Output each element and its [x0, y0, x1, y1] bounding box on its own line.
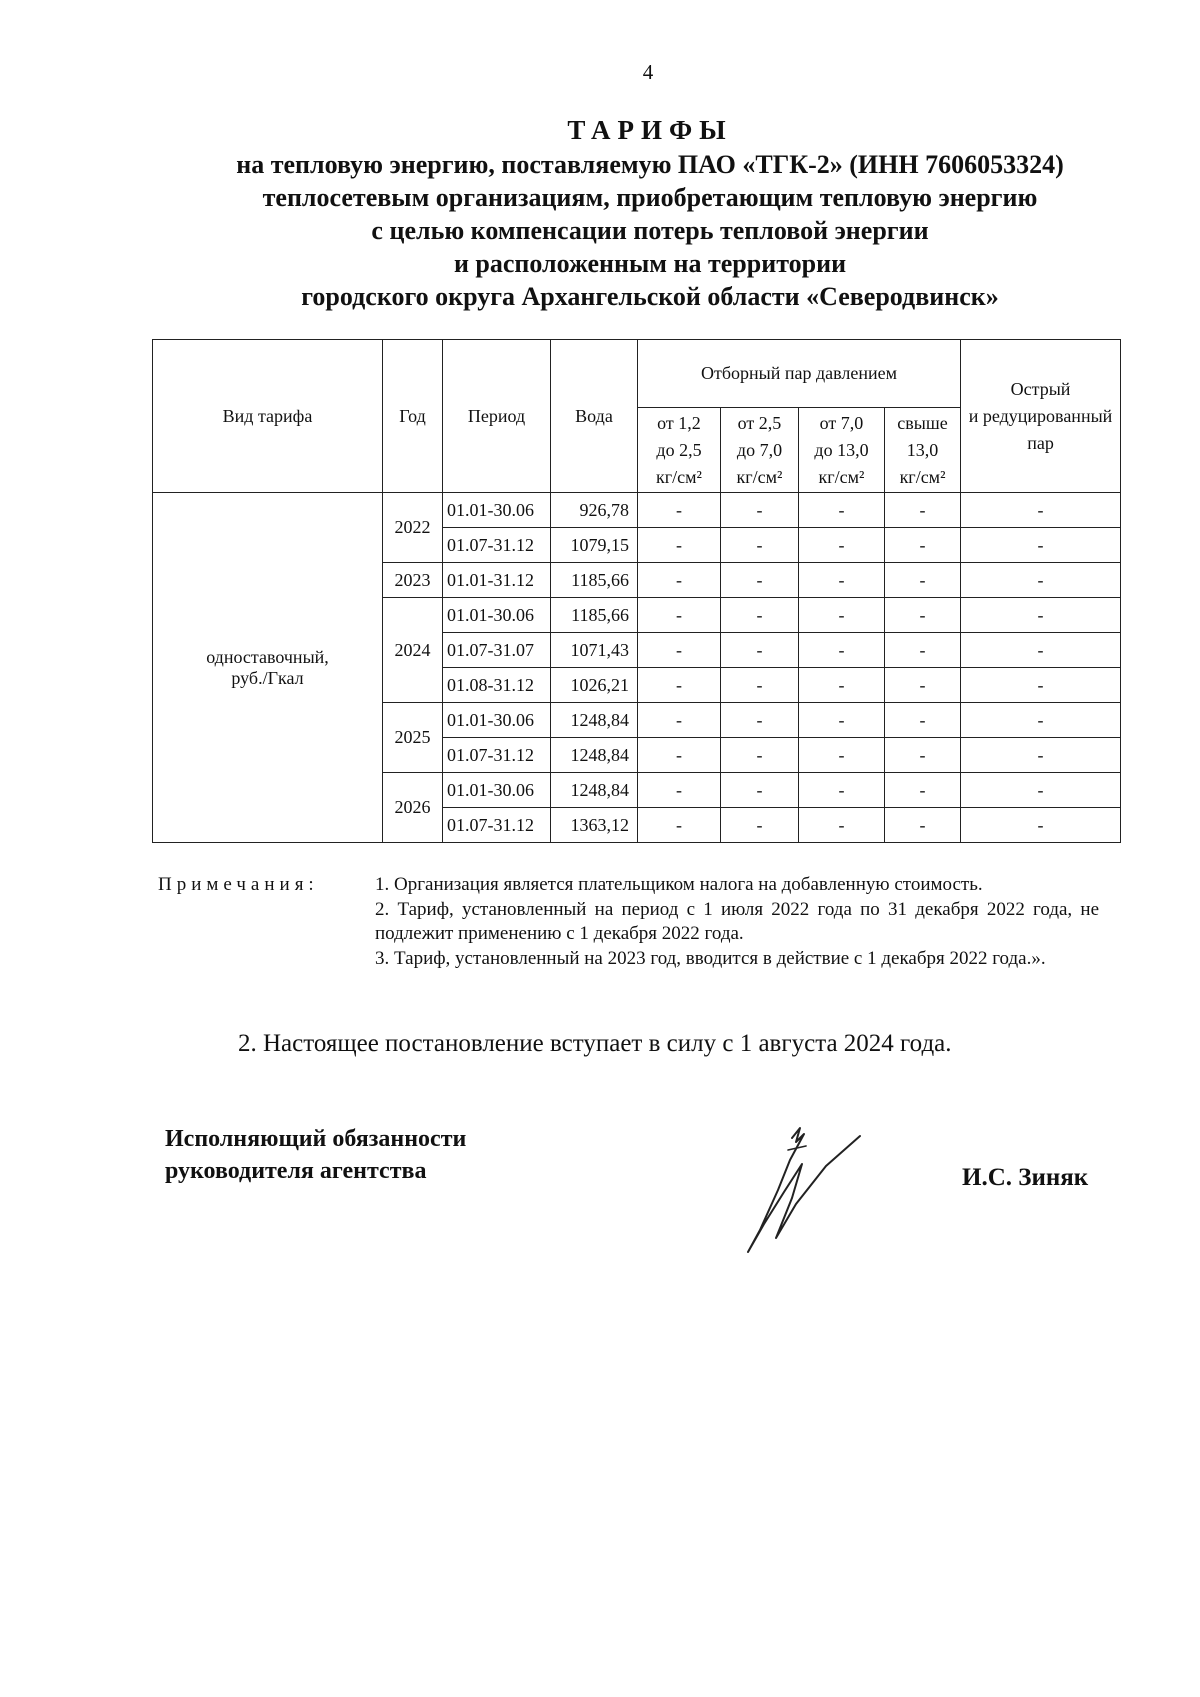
- notes-list: [375, 873, 1099, 972]
- steam-cell: -: [885, 598, 961, 633]
- steam-cell: -: [721, 738, 799, 773]
- steam-cell: -: [799, 633, 885, 668]
- sharp-steam-cell: -: [961, 773, 1121, 808]
- steam-cell: -: [799, 808, 885, 843]
- header-steam-line: 13,0: [906, 439, 939, 460]
- steam-cell: -: [721, 808, 799, 843]
- steam-cell: -: [721, 668, 799, 703]
- header-steam-line: от 1,2: [657, 412, 701, 433]
- header-steam-line: от 2,5: [737, 412, 782, 433]
- header-steam-1: [638, 408, 721, 493]
- period-cell: 01.07-31.12: [443, 528, 551, 563]
- period-cell: 01.07-31.12: [443, 738, 551, 773]
- tariff-type-line: одноставочный,: [206, 646, 329, 667]
- signature-image: [730, 1120, 890, 1260]
- steam-cell: -: [885, 528, 961, 563]
- sharp-steam-cell: -: [961, 633, 1121, 668]
- note-item: 2. Тариф, установленный на период с 1 июля 2022 года по 31 декабря 2022 года, не подлежит применению с 1 декабря 2022 года.: [375, 899, 1099, 944]
- steam-cell: -: [638, 563, 721, 598]
- title-line-5: городского округа Архангельской области «Северодвинск»: [301, 282, 999, 311]
- tariff-table: [152, 339, 1121, 843]
- steam-cell: -: [799, 493, 885, 528]
- steam-cell: -: [885, 633, 961, 668]
- steam-cell: -: [885, 493, 961, 528]
- tariff-type-cell: [153, 493, 383, 843]
- period-cell: 01.01-30.06: [443, 773, 551, 808]
- header-tariff-type: Вид тарифа: [153, 340, 383, 493]
- sharp-steam-cell: -: [961, 703, 1121, 738]
- water-cell: 1185,66: [551, 563, 638, 598]
- header-steam-line: кг/см²: [899, 466, 946, 487]
- page-number: 4: [642, 60, 654, 84]
- water-cell: 1363,12: [551, 808, 638, 843]
- steam-cell: -: [799, 563, 885, 598]
- period-cell: 01.07-31.12: [443, 808, 551, 843]
- water-cell: 1026,21: [551, 668, 638, 703]
- year-cell: 2025: [383, 703, 443, 773]
- steam-cell: -: [885, 668, 961, 703]
- header-steam-4: [885, 408, 961, 493]
- title-line-1: на тепловую энергию, поставляемую ПАО «ТГК-2» (ИНН 7606053324): [236, 150, 1064, 179]
- title-block: [150, 112, 1150, 313]
- steam-cell: -: [638, 493, 721, 528]
- header-steam-line: кг/см²: [818, 466, 865, 487]
- steam-cell: -: [799, 773, 885, 808]
- steam-cell: -: [638, 773, 721, 808]
- signer-title: [165, 1123, 466, 1187]
- header-period: Период: [443, 340, 551, 493]
- signer-name: И.С. Зиняк: [962, 1164, 1089, 1191]
- title-line-3: с целью компенсации потерь тепловой энергии: [371, 216, 929, 245]
- steam-cell: -: [885, 703, 961, 738]
- note-item: 3. Тариф, установленный на 2023 год, вводится в действие с 1 декабря 2022 года.».: [375, 948, 1046, 969]
- sharp-steam-cell: -: [961, 528, 1121, 563]
- water-cell: 926,78: [551, 493, 638, 528]
- period-cell: 01.01-30.06: [443, 703, 551, 738]
- header-steam-3: [799, 408, 885, 493]
- period-cell: 01.08-31.12: [443, 668, 551, 703]
- table-row: [153, 493, 1121, 528]
- signer-title-line: руководителя агентства: [165, 1158, 427, 1184]
- steam-cell: -: [638, 528, 721, 563]
- year-cell: 2024: [383, 598, 443, 703]
- header-sharp-line: и редуцированный: [968, 405, 1113, 426]
- header-steam-line: до 13,0: [814, 439, 869, 460]
- header-steam-line: от 7,0: [819, 412, 864, 433]
- decree-paragraph: 2. Настоящее постановление вступает в силу с 1 августа 2024 года.: [238, 1030, 952, 1057]
- steam-cell: -: [721, 598, 799, 633]
- water-cell: 1248,84: [551, 773, 638, 808]
- steam-cell: -: [885, 738, 961, 773]
- steam-cell: -: [799, 738, 885, 773]
- steam-cell: -: [885, 808, 961, 843]
- water-cell: 1248,84: [551, 738, 638, 773]
- steam-cell: -: [721, 493, 799, 528]
- sharp-steam-cell: -: [961, 563, 1121, 598]
- steam-cell: -: [638, 633, 721, 668]
- header-steam-2: [721, 408, 799, 493]
- header-steam-line: до 7,0: [736, 439, 783, 460]
- header-sharp-line: Острый: [1010, 378, 1071, 399]
- water-cell: 1185,66: [551, 598, 638, 633]
- tariff-type-line: руб./Гкал: [231, 667, 304, 688]
- year-cell: 2022: [383, 493, 443, 563]
- steam-cell: -: [799, 598, 885, 633]
- period-cell: 01.07-31.07: [443, 633, 551, 668]
- header-sharp-line: пар: [1027, 432, 1054, 453]
- steam-cell: -: [638, 738, 721, 773]
- sharp-steam-cell: -: [961, 598, 1121, 633]
- sharp-steam-cell: -: [961, 808, 1121, 843]
- header-water: Вода: [551, 340, 638, 493]
- steam-cell: -: [638, 668, 721, 703]
- header-steam-group: Отборный пар давлением: [638, 340, 961, 408]
- header-steam-line: до 2,5: [656, 439, 702, 460]
- title-line-2: теплосетевым организациям, приобретающим тепловую энергию: [262, 183, 1038, 212]
- water-cell: 1079,15: [551, 528, 638, 563]
- notes-label: Примечания:: [158, 874, 319, 895]
- period-cell: 01.01-30.06: [443, 493, 551, 528]
- header-sharp-steam: [961, 340, 1121, 493]
- steam-cell: -: [721, 773, 799, 808]
- header-year: Год: [383, 340, 443, 493]
- steam-cell: -: [721, 528, 799, 563]
- year-cell: 2026: [383, 773, 443, 843]
- header-steam-line: кг/см²: [736, 466, 783, 487]
- water-cell: 1248,84: [551, 703, 638, 738]
- sharp-steam-cell: -: [961, 668, 1121, 703]
- steam-cell: -: [799, 668, 885, 703]
- steam-cell: -: [885, 563, 961, 598]
- steam-cell: -: [638, 598, 721, 633]
- period-cell: 01.01-30.06: [443, 598, 551, 633]
- steam-cell: -: [721, 633, 799, 668]
- title-line-4: и расположенным на территории: [453, 249, 847, 278]
- steam-cell: -: [638, 703, 721, 738]
- steam-cell: -: [721, 563, 799, 598]
- steam-cell: -: [638, 808, 721, 843]
- sharp-steam-cell: -: [961, 738, 1121, 773]
- note-item: 1. Организация является плательщиком налога на добавленную стоимость.: [375, 874, 983, 895]
- sharp-steam-cell: -: [961, 493, 1121, 528]
- year-cell: 2023: [383, 563, 443, 598]
- period-cell: 01.01-31.12: [443, 563, 551, 598]
- steam-cell: -: [799, 703, 885, 738]
- steam-cell: -: [799, 528, 885, 563]
- signer-title-line: Исполняющий обязанности: [165, 1126, 467, 1152]
- document-title: ТАРИФЫ: [567, 115, 733, 145]
- header-steam-line: кг/см²: [656, 466, 702, 487]
- steam-cell: -: [721, 703, 799, 738]
- steam-cell: -: [885, 773, 961, 808]
- header-steam-line: свыше: [897, 412, 948, 433]
- water-cell: 1071,43: [551, 633, 638, 668]
